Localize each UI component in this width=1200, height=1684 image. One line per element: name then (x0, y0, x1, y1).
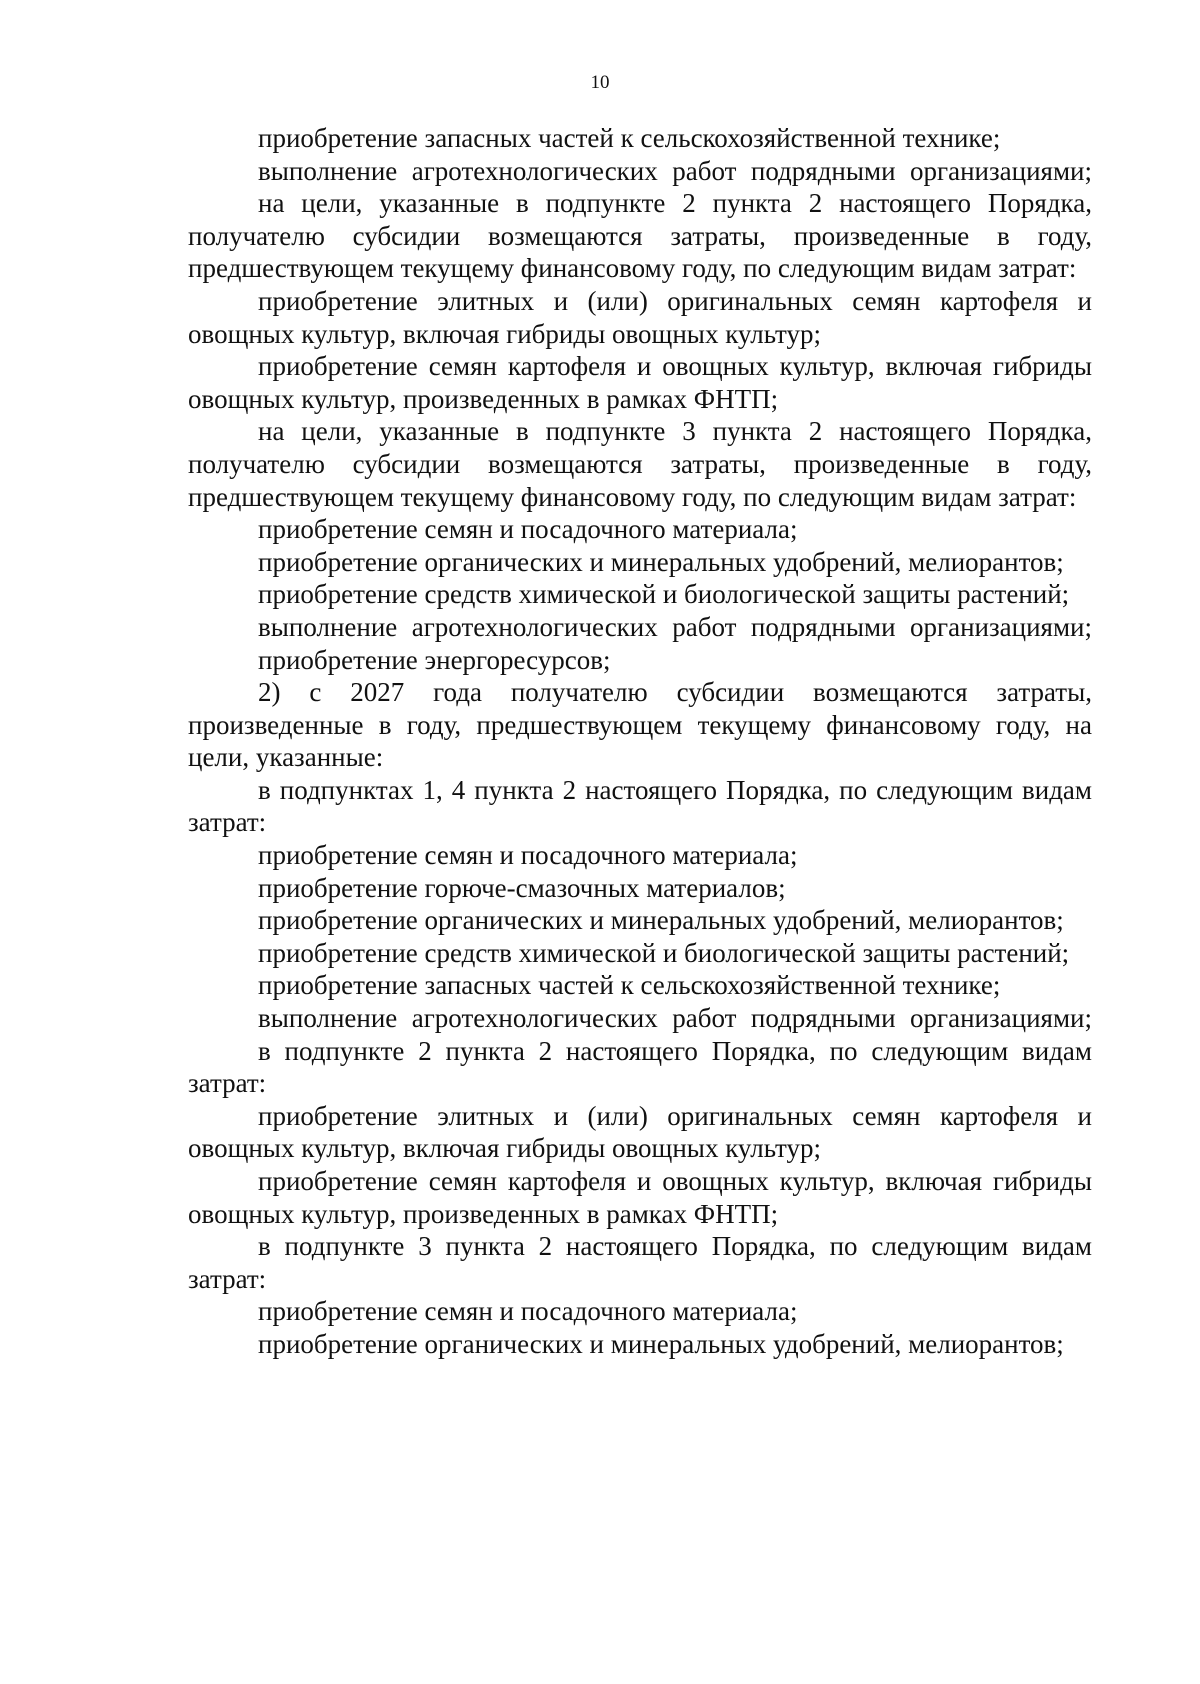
paragraph: приобретение средств химической и биологической защиты растений; (258, 579, 1070, 610)
paragraph: приобретение запасных частей к сельскохозяйственной технике; (258, 123, 1001, 153)
paragraph: приобретение органических и минеральных удобрений, мелиорантов; (258, 1328, 1064, 1359)
paragraph: в подпункте 3 пункта 2 настоящего Порядка, по следующим видам затрат: (188, 1231, 1092, 1294)
paragraph: приобретение элитных и (или) оригинальных семян картофеля и овощных культур, включая гибриды овощных культур; (188, 1100, 1092, 1164)
paragraph: приобретение элитных и (или) оригинальных семян картофеля и овощных культур, включая гибриды овощных культур; (188, 285, 1092, 349)
paragraph: на цели, указанные в подпункте 2 пункта 2 настоящего Порядка, получателю субсидии возмещаются затраты, произведенные в году, предшествующем текущему финансовому году, по следующим видам затрат: (188, 188, 1092, 284)
paragraph: выполнение агротехнологических работ подрядными организациями; (258, 1003, 1092, 1034)
paragraph: выполнение агротехнологических работ подрядными организациями; (258, 155, 1092, 186)
paragraph: приобретение семян и посадочного материала; (258, 514, 798, 545)
paragraph: приобретение семян и посадочного материала; (258, 1296, 798, 1327)
paragraph: в подпунктах 1, 4 пункта 2 настоящего Порядка, по следующим видам затрат: (188, 774, 1092, 838)
paragraph: выполнение агротехнологических работ подрядными организациями; (258, 611, 1092, 642)
paragraph: приобретение горюче-смазочных материалов; (258, 872, 786, 903)
paragraph: в подпункте 2 пункта 2 настоящего Порядка, по следующим видам затрат: (188, 1035, 1092, 1099)
paragraph: приобретение средств химической и биологической защиты растений; (258, 937, 1070, 968)
paragraph: приобретение семян картофеля и овощных культур, включая гибриды овощных культур, произведенных в рамках ФНТП; (188, 1166, 1092, 1229)
paragraph: приобретение органических и минеральных удобрений, мелиорантов; (258, 905, 1064, 936)
paragraph: приобретение энергоресурсов; (258, 644, 611, 675)
paragraph: приобретение семян картофеля и овощных культур, включая гибриды овощных культур, произведенных в рамках ФНТП; (188, 351, 1092, 414)
paragraph: приобретение запасных частей к сельскохозяйственной технике; (258, 970, 1001, 1001)
paragraph: приобретение семян и посадочного материала; (258, 840, 798, 871)
page-number: 10 (590, 72, 610, 93)
paragraph: 2) с 2027 года получателю субсидии возмещаются затраты, произведенные в году, предшествующем текущему финансовому году, на цели, указанные: (188, 677, 1092, 773)
paragraph: приобретение органических и минеральных удобрений, мелиорантов; (258, 546, 1064, 577)
paragraph: на цели, указанные в подпункте 3 пункта 2 настоящего Порядка, получателю субсидии возмещаются затраты, произведенные в году, предшествующем текущему финансовому году, по следующим видам затрат: (188, 416, 1092, 512)
document-body (188, 122, 1092, 1361)
